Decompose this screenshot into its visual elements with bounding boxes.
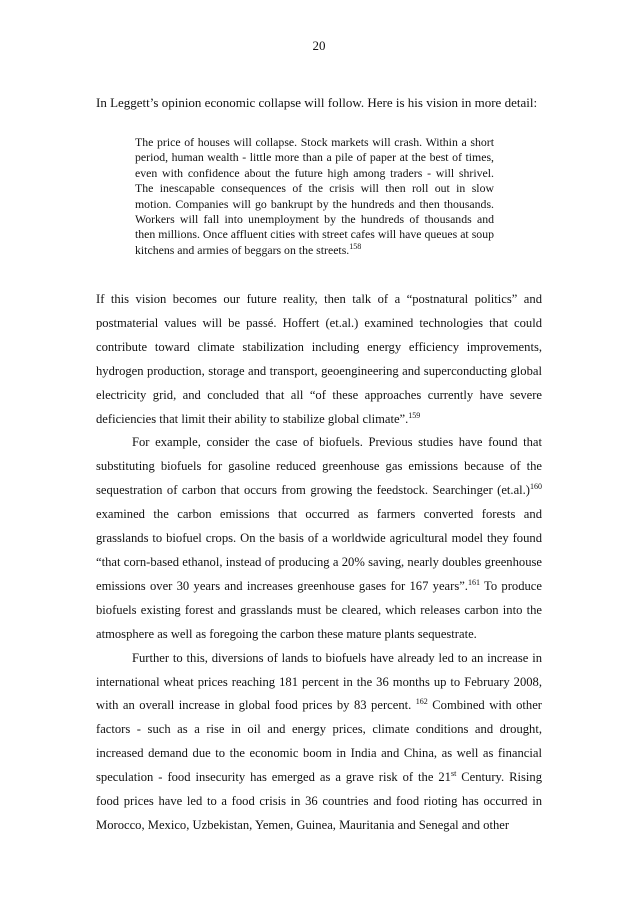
footnote-ref-159[interactable]: 159 [408, 410, 421, 420]
ordinal-suffix: st [450, 768, 457, 778]
footnote-ref-162[interactable]: 162 [415, 697, 428, 707]
body-text [96, 288, 542, 838]
page-number: 20 [312, 38, 326, 53]
paragraph-biofuels [96, 431, 542, 646]
paragraph-food-prices [96, 647, 542, 838]
paragraph-text: To produce biofuels existing forest and grasslands must be cleared, which releases carbon into the atmosphere as well as foregoing the carbon these mature plants sequestrate. [96, 578, 542, 641]
paragraph-text: Century. Rising food prices have led to a food crisis in 36 countries and food rioting has occurred in Morocco, Mexico, Uzbekistan, Yemen, Guinea, Mauritania and Senegal and other [96, 770, 542, 832]
block-quote [135, 135, 494, 258]
intro-paragraph: In Leggett’s opinion economic collapse will follow. Here is his vision in more detail: [96, 95, 538, 110]
footnote-ref-158[interactable]: 158 [349, 241, 362, 251]
quote-text: The price of houses will collapse. Stock markets will crash. Within a short period, human wealth - little more than a pile of paper at the best of times, even with confidence about the future high among traders - will shrivel. The inescapable consequences of the crisis will then roll out in slow motion. Companies will go bankrupt by the hundreds and then thousands. Workers will fall into unemployment by the hundreds of thousands and then millions. Once affluent cities with street cafes will have queues at soup kitchens and armies of beggars on the streets. [135, 135, 494, 257]
footnote-ref-161[interactable]: 161 [467, 577, 480, 587]
paragraph-text: If this vision becomes our future reality, then talk of a “postnatural politics” and postmaterial values will be passé. Hoffert (et.al.) examined technologies that could contribute toward climate stabilization including energy efficiency improvements, hydrogen production, storage and transport, geoengineering and superconducting global electricity grid, and concluded that all “of these approaches currently have severe deficiencies that limit their ability to stabilize global climate”. [96, 292, 542, 426]
paragraph-text: Combined with other factors - such as a rise in oil and energy prices, climate conditions and drought, increased demand due to the economic boom in India and China, as well as financial speculation - food insecurity has emerged as a grave risk of the 21 [96, 698, 542, 785]
paragraph-text: examined the carbon emissions that occurred as farmers converted forests and grasslands to biofuel crops. On the basis of a worldwide agricultural model they found “that corn-based ethanol, instead of producing a 20% saving, nearly doubles greenhouse emissions over 30 years and increases greenhouse gases for 167 years”. [96, 507, 542, 593]
paragraph-text: Further to this, diversions of lands to biofuels have already led to an increase in international wheat prices reaching 181 percent in the 36 months up to February 2008, with an overall increase in global food prices by 83 percent. [96, 650, 542, 713]
paragraph-text: For example, consider the case of biofuels. Previous studies have found that substituting biofuels for gasoline reduced greenhouse gas emissions because of the sequestration of carbon that occurs from growing the feedstock. Searchinger (et.al.) [96, 435, 542, 498]
paragraph-hoffert [96, 288, 542, 431]
footnote-ref-160[interactable]: 160 [530, 482, 542, 492]
